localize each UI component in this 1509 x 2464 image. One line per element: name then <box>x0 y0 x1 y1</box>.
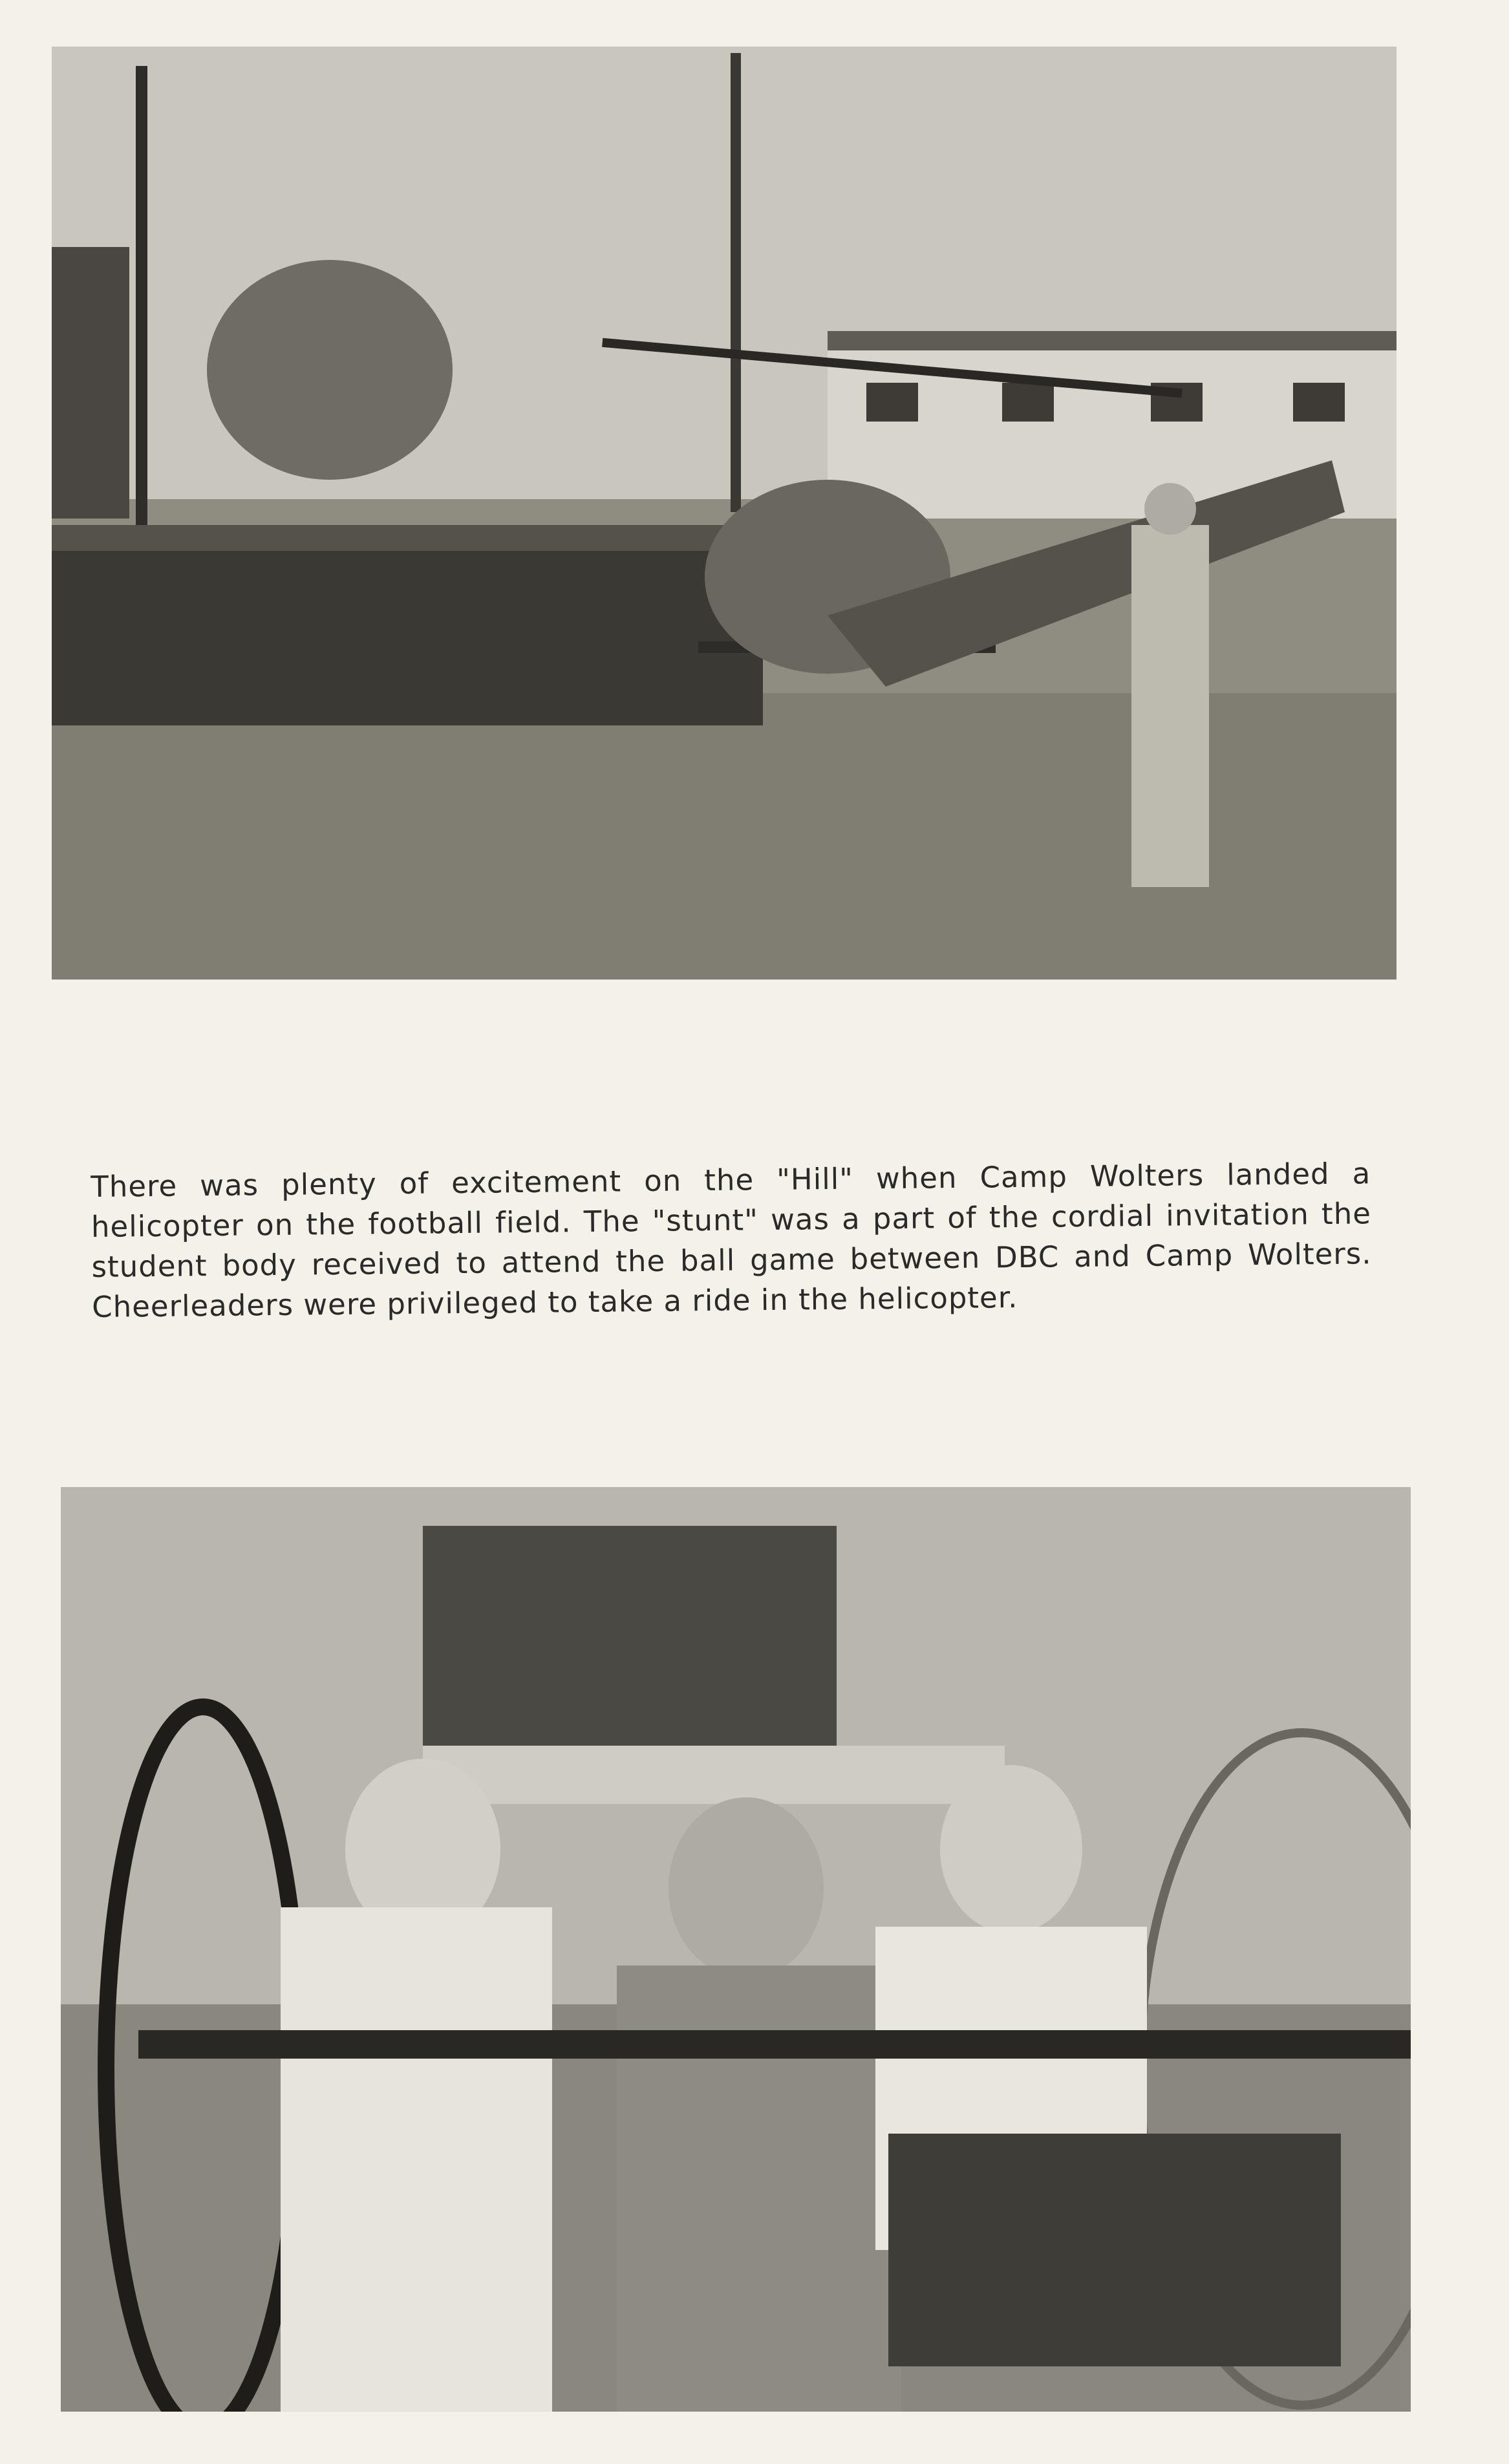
soldier <box>1131 525 1209 887</box>
helicopter-field-scene <box>52 47 1397 980</box>
instrument-panel <box>888 2134 1341 2366</box>
canopy-crossbar <box>138 2030 1411 2059</box>
helicopter-cockpit-scene <box>61 1487 1411 2412</box>
bottom-photograph <box>61 1487 1411 2412</box>
photo-caption: There was plenty of excitement on the "Hill" when Camp Wolters landed a helicopter on the football field. The "stunt" was a part of the cordial invitation the student body received to attend the ball game between DBC and Camp Wolters. Cheerleaders were privileged to take a ride in the helicopter. <box>91 1156 1372 1324</box>
cheerleader-boy <box>940 1765 1082 1933</box>
pilot <box>669 1797 824 1978</box>
top-photograph <box>52 47 1397 980</box>
